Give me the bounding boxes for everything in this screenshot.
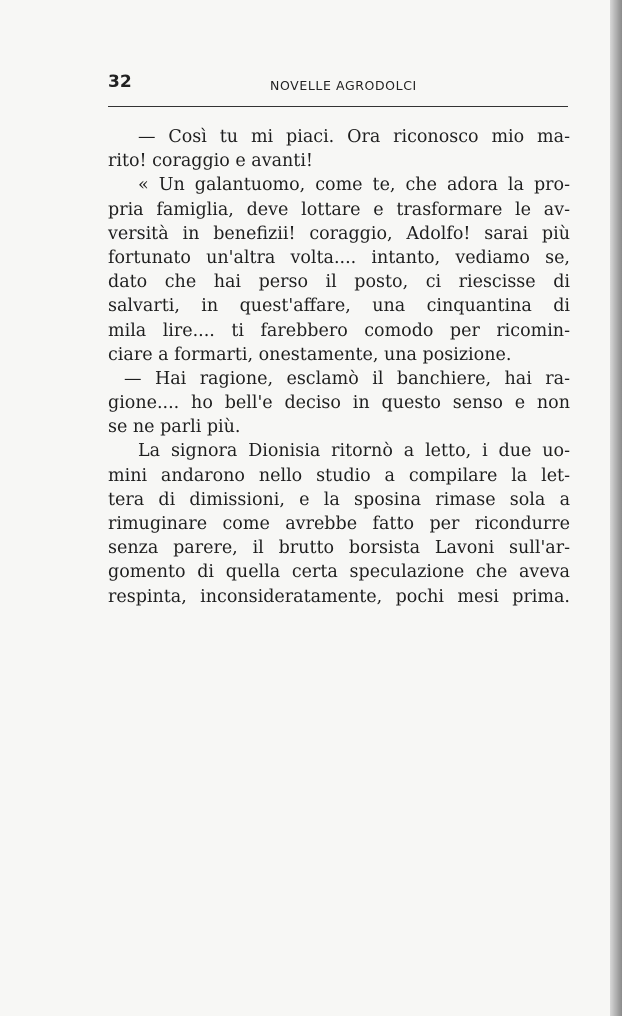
text-line: pria famiglia, deve lottare e trasformare le av- <box>108 199 570 220</box>
text-line: mila lire.... ti farebbero comodo per ricomin- <box>108 320 570 341</box>
text-line: rito! coraggio e avanti! <box>108 151 313 172</box>
text-line: « Un galantuomo, come te, che adora la pro- <box>138 175 570 196</box>
text-line: tera di dimissioni, e la sposina rimase sola a <box>108 489 570 510</box>
text-line: gomento di quella certa speculazione che aveva <box>108 562 570 583</box>
text-line: fortunato un'altra volta.... intanto, vediamo se, <box>108 247 570 268</box>
page-number: 32 <box>108 72 132 92</box>
scan-edge-shadow <box>610 0 622 1016</box>
page-header <box>108 66 570 106</box>
text-line: gione.... ho bell'e deciso in questo senso e non <box>108 393 570 414</box>
text-line: se ne parli più. <box>108 417 241 438</box>
text-line: La signora Dionisia ritornò a letto, i due uo- <box>138 441 570 462</box>
header-rule <box>108 106 568 107</box>
text-line: rimuginare come avrebbe fatto per ricondurre <box>108 514 570 534</box>
text-line: dato che hai perso il posto, ci riescisse di <box>108 272 570 293</box>
text-line: senza parere, il brutto borsista Lavoni sull'ar- <box>108 538 570 559</box>
body-text <box>108 125 570 609</box>
text-line: salvarti, in quest'affare, una cinquantina di <box>108 296 570 317</box>
text-line: ciare a formarti, onestamente, una posizione. <box>108 344 512 365</box>
text-line: mini andarono nello studio a compilare la let- <box>108 465 570 486</box>
text-line: versità in benefizii! coraggio, Adolfo! sarai più <box>108 223 570 244</box>
running-title: NOVELLE AGRODOLCI <box>270 78 417 93</box>
text-line: respinta, inconsideratamente, pochi mesi prima. <box>108 586 570 607</box>
text-line: — Così tu mi piaci. Ora riconosco mio ma- <box>138 127 570 147</box>
text-line: — Hai ragione, esclamò il banchiere, hai ra- <box>124 368 570 389</box>
